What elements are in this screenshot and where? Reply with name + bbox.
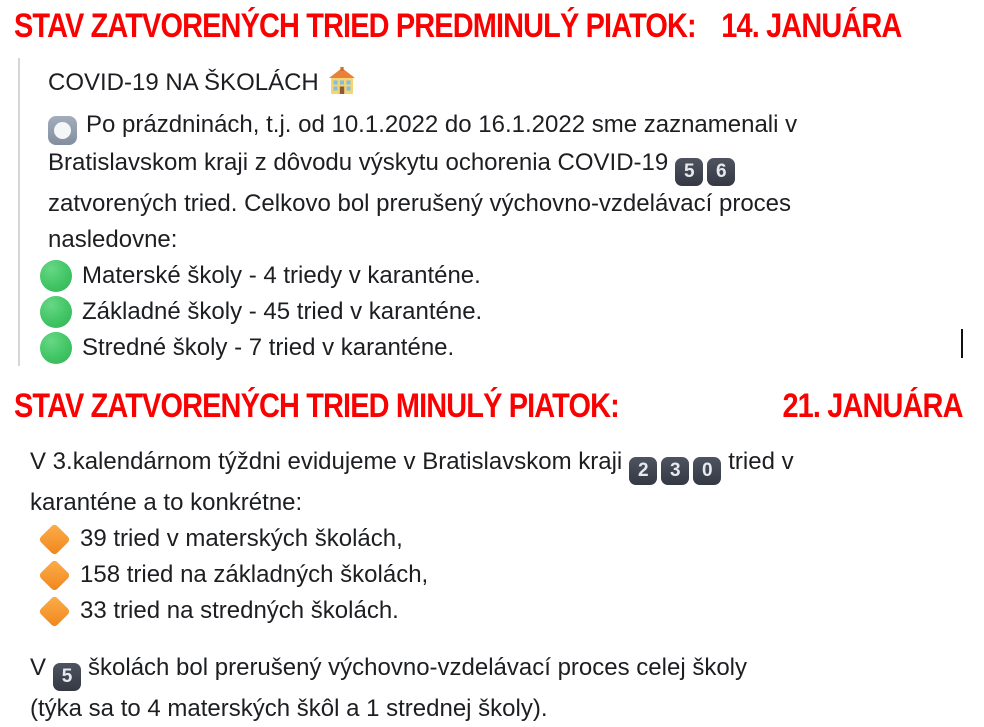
bullet-item — [43, 593, 794, 629]
orange-diamond-icon — [38, 559, 71, 592]
green-circle-icon — [40, 332, 72, 364]
post-line — [48, 186, 797, 222]
orange-diamond-icon — [38, 595, 71, 628]
bullet-item — [43, 557, 794, 593]
post-line-text: školách bol prerušený výchovno-vzdelávací proces celej školy — [88, 654, 747, 681]
bullet-text: 39 tried v materských školách, — [80, 525, 403, 552]
post-line-text: zatvorených tried. Celkovo bol prerušený výchovno-vzdelávací proces — [48, 190, 792, 217]
post-line — [48, 145, 797, 186]
bullet-text: 158 tried na základných školách, — [80, 561, 429, 588]
bullet-item — [40, 294, 797, 330]
post-paragraph — [30, 650, 794, 691]
post-line-text: (týka sa to 4 materských škôl a 1 strednej školy). — [30, 695, 548, 722]
green-circle-icon — [40, 260, 72, 292]
post-line — [48, 107, 797, 145]
post-title-text: COVID-19 NA ŠKOLÁCH — [48, 69, 319, 96]
keycap-digit-icon: 5 — [675, 158, 703, 186]
bullet-text: Materské školy - 4 triedy v karanténe. — [82, 262, 481, 289]
post-line-text: nasledovne: — [48, 226, 178, 253]
heading-title: STAV ZATVORENÝCH TRIED MINULÝ PIATOK: — [14, 387, 619, 425]
bullet-item — [40, 330, 797, 366]
bullet-text: Základné školy - 45 tried v karanténe. — [82, 298, 483, 325]
heading-minuly-piatok — [14, 386, 984, 426]
post-line-text: V 3.kalendárnom týždni evidujeme v Bratislavskom kraji — [30, 448, 623, 475]
post-covid-skoly-14jan — [18, 58, 797, 366]
heading-predminuly-piatok — [14, 6, 984, 46]
orange-diamond-icon — [38, 523, 71, 556]
post-line-text: V — [30, 654, 47, 681]
post-line-text: tried v — [728, 448, 794, 475]
post-line — [30, 444, 794, 485]
school-icon — [327, 67, 357, 107]
keycap-digit-icon: 5 — [53, 663, 81, 691]
post-line-text: Bratislavskom kraji z dôvodu výskytu ochorenia COVID-19 — [48, 149, 669, 176]
post-line-text: karanténe a to konkrétne: — [30, 489, 303, 516]
post-line — [48, 222, 797, 258]
bullet-item — [43, 521, 794, 557]
radio-button-icon — [48, 116, 77, 145]
keycap-digit-icon: 3 — [661, 457, 689, 485]
post-line — [30, 485, 794, 521]
bullet-item — [40, 258, 797, 294]
heading-date: 14. JANUÁRA — [721, 7, 902, 45]
heading-title: STAV ZATVORENÝCH TRIED PREDMINULÝ PIATOK: — [14, 7, 696, 45]
green-circle-icon — [40, 296, 72, 328]
post-covid-skoly-21jan — [30, 444, 794, 727]
post-line — [30, 691, 794, 727]
post-title-line — [48, 64, 797, 107]
keycap-digit-icon: 6 — [707, 158, 735, 186]
heading-date: 21. JANUÁRA — [782, 387, 963, 425]
text-caret — [961, 329, 963, 358]
keycap-digit-icon: 2 — [629, 457, 657, 485]
bullet-text: Stredné školy - 7 tried v karanténe. — [82, 334, 455, 361]
bullet-text: 33 tried na stredných školách. — [80, 597, 399, 624]
keycap-digit-icon: 0 — [693, 457, 721, 485]
post-line-text: Po prázdninách, t.j. od 10.1.2022 do 16.1.2022 sme zaznamenali v — [86, 111, 798, 138]
